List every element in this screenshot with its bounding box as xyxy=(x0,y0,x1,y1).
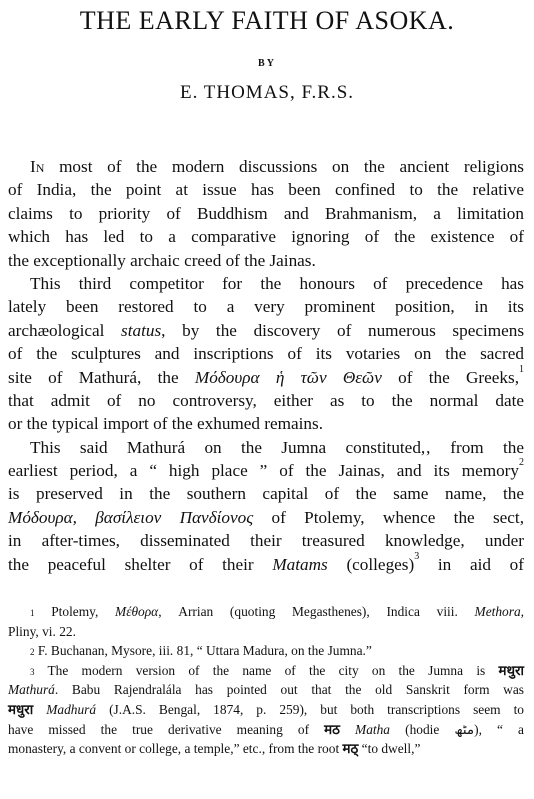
text-span: ), “ a xyxy=(474,721,524,737)
devanagari-word: मधुरा xyxy=(8,702,34,718)
footnote-1-line: Pliny, vi. 22. xyxy=(8,623,76,639)
text-span: , by the discovery of numerous specimens xyxy=(161,320,525,340)
byline-label: BY xyxy=(258,58,276,69)
paragraph-1-line: which has led to a comparative ignoring of the existence of xyxy=(8,227,524,247)
paragraph-3-line: This said Mathurá on the Jumna constituted,‚ from the xyxy=(30,437,524,457)
italic-term: Mathurá xyxy=(8,682,55,698)
text-span: (colleges) xyxy=(327,554,415,574)
footnote-ref[interactable]: 1 xyxy=(519,363,524,375)
text-span xyxy=(340,722,355,737)
footnote-ref[interactable]: 3 xyxy=(414,550,420,562)
footnote-3-line xyxy=(8,680,524,700)
text-span: Ptolemy, xyxy=(34,604,116,619)
paragraph-3-line xyxy=(8,459,524,482)
text-span: earliest period, a “ high place ” of the Jainas, and its memory xyxy=(8,461,519,481)
text-span: “to dwell,” xyxy=(358,741,421,757)
text-span: have missed the true derivative meaning of xyxy=(8,721,325,737)
devanagari-word: मथुरा xyxy=(498,663,524,679)
page-title: THE EARLY FAITH OF ASOKA. xyxy=(79,6,455,35)
text-span: , Arrian (quoting Megasthenes), Indica viii. xyxy=(158,604,475,619)
footnote-number: 2 xyxy=(30,647,35,658)
footnote-ref[interactable]: 2 xyxy=(519,457,524,469)
paragraph-2-line: or the typical import of the exhumed remains. xyxy=(8,414,324,434)
italic-term: Matha xyxy=(355,721,391,737)
footnotes xyxy=(8,602,524,759)
footnote-number: 3 xyxy=(30,666,35,677)
persian-word: مٹھ xyxy=(454,722,475,738)
text-span: in aid of xyxy=(419,554,524,574)
paragraph-2-line xyxy=(8,319,524,342)
footnote-2 xyxy=(8,641,524,661)
italic-term: status xyxy=(121,320,162,340)
paragraph-1-line xyxy=(8,155,524,178)
footnote-3-line xyxy=(8,700,524,720)
paragraph-3-line: is preserved in the southern capital of the same name, the xyxy=(8,484,524,504)
paragraph-3-line xyxy=(8,550,524,576)
text-span: (J.A.S. Bengal, 1874, p. 259), but both transcriptions seem to xyxy=(96,701,524,717)
paragraph-2-line: lately been restored to a very prominent position, in its xyxy=(8,297,524,317)
paragraph-1-line: the exceptionally archaic creed of the Jainas. xyxy=(8,250,316,270)
body-text xyxy=(8,155,524,576)
text-span: (hodie xyxy=(390,721,455,737)
text-span: archæological xyxy=(8,320,122,340)
greek-phrase: Μόδουρα ἡ τῶν Θεῶν xyxy=(194,367,382,387)
text-span: site of Mathurá, the xyxy=(8,367,195,387)
text-span: the peaceful shelter of their xyxy=(8,554,273,574)
text-span xyxy=(33,702,46,717)
text-span: F. Buchanan, Mysore, iii. 81, “ Uttara Madura, on the Jumna.” xyxy=(34,643,372,659)
text-span: monastery, a convent or college, a temple,” etc., from the root xyxy=(8,741,343,757)
footnote-number: 1 xyxy=(30,608,35,618)
paragraph-1-line: of India, the point at issue has been confined to the relative xyxy=(8,180,524,200)
paragraph-3-line: in after-times, disseminated their treasured knowledge, under xyxy=(8,531,524,551)
paragraph-2-line xyxy=(8,363,524,389)
text-span: . Babu Rajendralála has pointed out that the old Sanskrit form was xyxy=(54,682,524,698)
devanagari-word: मठ् xyxy=(342,742,359,758)
italic-term: Matams xyxy=(272,554,328,574)
footnote-3-line xyxy=(8,739,524,759)
italic-term: Madhurá xyxy=(46,701,97,717)
footnote-3 xyxy=(8,661,524,681)
paragraph-2-line: of the sculptures and inscriptions of its votaries on the sacred xyxy=(8,344,524,364)
devanagari-word: मठ xyxy=(324,722,340,738)
paragraph-3-line xyxy=(8,506,524,529)
greek-phrase: Μόδουρα, βασίλειον Πανδίονος xyxy=(8,507,254,527)
footnote-1 xyxy=(8,602,524,622)
footnote-3-line xyxy=(8,720,524,740)
text-span: most of the modern discussions on the ancient religions xyxy=(44,157,524,176)
text-span: The modern version of the name of the city on the Jumna is xyxy=(34,662,499,678)
italic-term: Methora, xyxy=(474,604,525,619)
paragraph-2-line: This third competitor for the honours of precedence has xyxy=(30,273,524,293)
paragraph-1-line: claims to priority of Buddhism and Brahmanism, a limitation xyxy=(8,203,524,223)
text-span: of Ptolemy, whence the sect, xyxy=(253,507,524,527)
paragraph-2-line: that admit of no controversy, either as to the normal date xyxy=(8,390,524,410)
lead-word: In xyxy=(30,157,45,176)
author-name: E. THOMAS, F.R.S. xyxy=(179,82,355,103)
text-span: of the Greeks, xyxy=(381,367,519,387)
greek-word: Μέθορα xyxy=(115,604,159,619)
